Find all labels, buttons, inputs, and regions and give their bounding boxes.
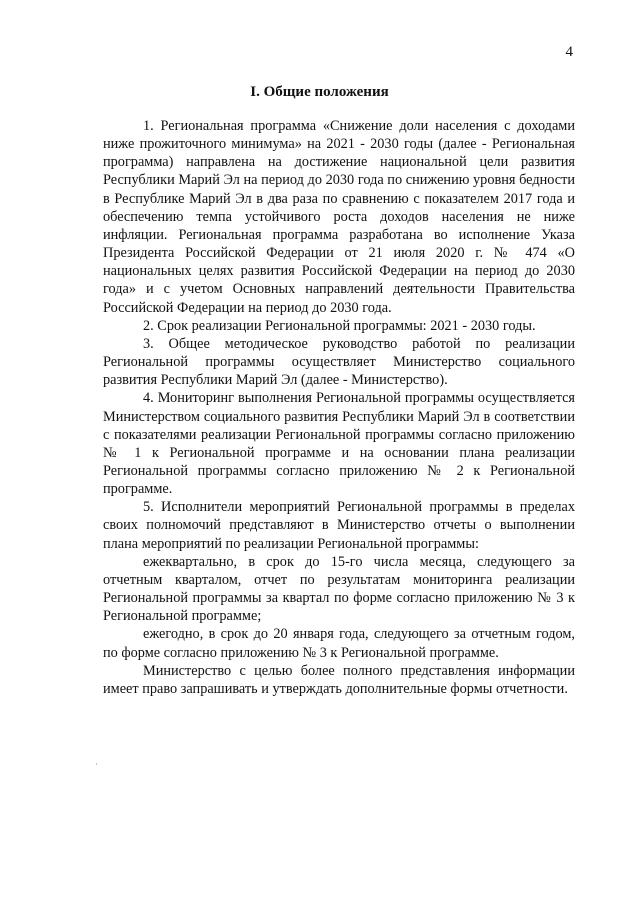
scan-speck: [96, 763, 97, 765]
paragraph-program-term: 2. Срок реализации Региональной программы: 2021 - 2030 годы.: [143, 317, 536, 334]
document-body: [103, 117, 575, 698]
paragraph-additional-forms: Министерство с целью более полного представления информации имеет право запрашивать и утверждать дополнительные формы отчетности.: [103, 662, 575, 697]
paragraph-methodological-guidance: 3. Общее методическое руководство работой по реализации Региональной программы осуществляет Министерство социального развития Республики Марий Эл (далее - Министерство).: [103, 335, 575, 389]
paragraph-reports: 5. Исполнители мероприятий Региональной программы в пределах своих полномочий представляют в Министерство отчеты о выполнении плана мероприятий по реализации Региональной программы:: [103, 499, 575, 552]
page-number: 4: [565, 44, 573, 60]
paragraph-regional-program: 1. Региональная программа «Снижение доли населения с доходами ниже прожиточного минимума» на 2021 - 2030 годы (далее - Региональная программа) направлена на достижение национальной цели развития Республики Марий Эл на период до 2030 года по снижению уровня бедности в Республике Марий Эл в два раза по сравнению с показателем 2017 года и обеспечению темпа устойчивого роста доходов населения не ниже инфляции. Региональная программа разработана во исполнение Указа Президента Российской Федерации от 21 июля 2020 г. № 474 «О национальных целях развития Российской Федерации на период до 2030 года» и с учетом Основных направлений деятельности Правительства Российской Федерации на период до 2030 года.: [103, 118, 575, 316]
section-heading: I. Общие положения: [250, 84, 389, 100]
paragraph-monitoring: 4. Мониторинг выполнения Региональной программы осуществляется Министерством социального развития Республики Марий Эл в соответствии с показателями реализации Региональной программы согласно приложению № 1 к Региональной программе и на основании плана реализации Региональной программы согласно приложению № 2 к Региональной программе.: [103, 390, 575, 498]
paragraph-annual-report: ежегодно, в срок до 20 января года, следующего за отчетным годом, по форме согласно приложению № 3 к Региональной программе.: [103, 626, 575, 661]
paragraph-quarterly-report: ежеквартально, в срок до 15-го числа месяца, следующего за отчетным кварталом, отчет по результатам мониторинга реализации Региональной программы за квартал по форме согласно приложению № 3 к Региональной программе;: [103, 553, 575, 625]
